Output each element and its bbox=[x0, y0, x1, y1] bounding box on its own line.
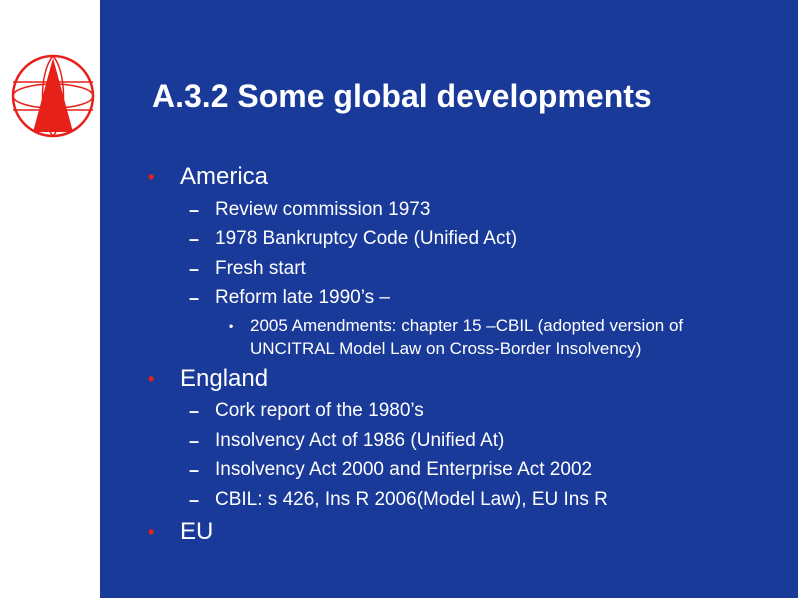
subbullet-bankruptcy-code bbox=[189, 227, 518, 251]
bullet-america bbox=[148, 163, 269, 191]
dash-bullet-icon: – bbox=[189, 200, 200, 220]
subsubbullet-line-1: 2005 Amendments: chapter 15 –CBIL (adopted version of bbox=[250, 316, 684, 335]
slide-title: A.3.2 Some global developments bbox=[152, 78, 652, 114]
subbullet-label: Insolvency Act of 1986 (Unified At) bbox=[215, 430, 505, 451]
subsubbullet-2005-amendments bbox=[229, 314, 684, 337]
subbullet-cork-report bbox=[189, 399, 424, 423]
left-strip bbox=[0, 0, 100, 600]
subsubbullet-2005-amendments-continued bbox=[250, 337, 641, 360]
subbullet-label: CBIL: s 426, Ins R 2006(Model Law), EU Ins R bbox=[215, 489, 608, 510]
subbullet-label: Reform late 1990’s – bbox=[215, 287, 390, 308]
slide-content bbox=[100, 0, 798, 598]
bullet-england bbox=[148, 365, 269, 393]
bullet-dot-icon: • bbox=[148, 167, 155, 187]
bullet-label: EU bbox=[180, 518, 214, 545]
subbullet-label: Insolvency Act 2000 and Enterprise Act 2002 bbox=[215, 459, 593, 480]
main-panel bbox=[100, 0, 798, 598]
dash-bullet-icon: – bbox=[189, 229, 200, 249]
dash-bullet-icon: – bbox=[189, 401, 200, 421]
small-bullet-icon: • bbox=[229, 319, 234, 333]
dash-bullet-icon: – bbox=[189, 460, 200, 480]
subbullet-label: Review commission 1973 bbox=[215, 199, 431, 220]
subbullet-fresh-start bbox=[189, 257, 306, 281]
subbullet-reform-1990s bbox=[189, 286, 390, 310]
subbullet-label: 1978 Bankruptcy Code (Unified Act) bbox=[215, 228, 518, 249]
dash-bullet-icon: – bbox=[189, 288, 200, 308]
bullet-label: England bbox=[180, 365, 269, 392]
globe-triangle-logo-icon bbox=[9, 52, 97, 140]
bullet-dot-icon: • bbox=[148, 369, 155, 389]
dash-bullet-icon: – bbox=[189, 490, 200, 510]
dash-bullet-icon: – bbox=[189, 431, 200, 451]
subbullet-review-commission bbox=[189, 198, 431, 222]
subbullet-insolvency-act-1986 bbox=[189, 429, 505, 453]
subbullet-label: Fresh start bbox=[215, 258, 306, 279]
bullet-dot-icon: • bbox=[148, 522, 155, 542]
subbullet-label: Cork report of the 1980’s bbox=[215, 400, 424, 421]
subbullet-cbil bbox=[189, 488, 608, 512]
bullet-eu bbox=[148, 518, 214, 546]
dash-bullet-icon: – bbox=[189, 259, 200, 279]
bullet-label: America bbox=[180, 163, 269, 190]
subsubbullet-line-2: UNCITRAL Model Law on Cross-Border Insolvency) bbox=[250, 339, 642, 358]
subbullet-insolvency-act-2000 bbox=[189, 458, 593, 482]
